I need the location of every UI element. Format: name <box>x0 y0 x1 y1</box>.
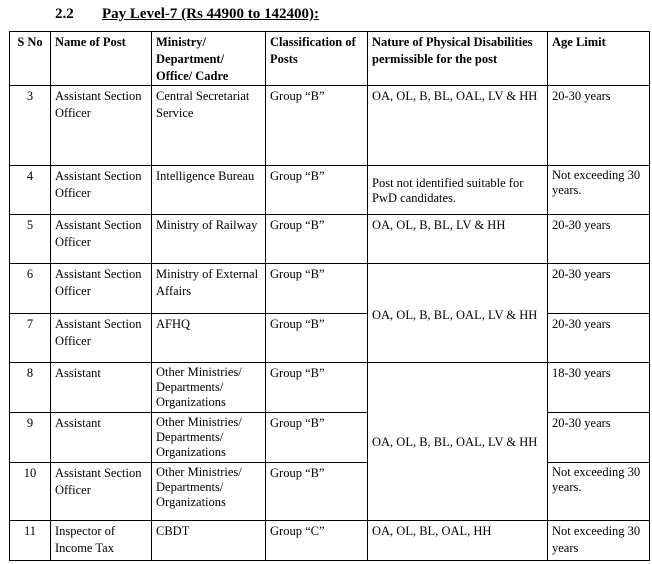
cell-ministry: Other Ministries/ Departments/ Organizations <box>152 463 266 521</box>
cell-sno: 7 <box>10 314 51 363</box>
cell-post: Assistant <box>51 363 152 413</box>
cell-sno: 9 <box>10 413 51 463</box>
cell-post: Assistant Section Officer <box>51 314 152 363</box>
cell-age: 20-30 years <box>548 86 650 166</box>
cell-age: 20-30 years <box>548 264 650 314</box>
table-row <box>10 413 650 463</box>
cell-classification: Group “B” <box>266 463 368 521</box>
table-row <box>10 463 650 521</box>
posts-table <box>9 31 650 561</box>
cell-post: Assistant Section Officer <box>51 86 152 166</box>
cell-classification: Group “B” <box>266 314 368 363</box>
cell-classification: Group “B” <box>266 215 368 264</box>
cell-nature: OA, OL, B, BL, OAL, LV & HH <box>368 86 548 166</box>
cell-sno: 5 <box>10 215 51 264</box>
cell-sno: 11 <box>10 521 51 561</box>
table-row <box>10 363 650 413</box>
header-ministry: Ministry/ Department/ Office/ Cadre <box>152 32 266 86</box>
cell-ministry: CBDT <box>152 521 266 561</box>
cell-nature: OA, OL, B, BL, LV & HH <box>368 215 548 264</box>
table-header-row <box>10 32 650 86</box>
cell-post: Assistant <box>51 413 152 463</box>
header-sno: S No <box>10 32 51 86</box>
cell-ministry: Central Secretariat Service <box>152 86 266 166</box>
cell-ministry: AFHQ <box>152 314 266 363</box>
cell-classification: Group “B” <box>266 166 368 215</box>
cell-classification: Group “C” <box>266 521 368 561</box>
table-row <box>10 314 650 363</box>
cell-post: Assistant Section Officer <box>51 264 152 314</box>
cell-nature: OA, OL, BL, OAL, HH <box>368 521 548 561</box>
cell-classification: Group “B” <box>266 363 368 413</box>
cell-sno: 10 <box>10 463 51 521</box>
header-post: Name of Post <box>51 32 152 86</box>
cell-classification: Group “B” <box>266 264 368 314</box>
cell-classification: Group “B” <box>266 413 368 463</box>
cell-age: Not exceeding 30 years. <box>548 166 650 215</box>
cell-age: Not exceeding 30 years. <box>548 463 650 521</box>
cell-post: Assistant Section Officer <box>51 166 152 215</box>
cell-post: Assistant Section Officer <box>51 463 152 521</box>
cell-nature-merged: OA, OL, B, BL, OAL, LV & HH <box>368 264 548 363</box>
cell-ministry: Ministry of External Affairs <box>152 264 266 314</box>
cell-age: 20-30 years <box>548 314 650 363</box>
cell-age: 20-30 years <box>548 413 650 463</box>
cell-age: 20-30 years <box>548 215 650 264</box>
cell-sno: 8 <box>10 363 51 413</box>
header-age: Age Limit <box>548 32 650 86</box>
cell-ministry: Intelligence Bureau <box>152 166 266 215</box>
table-row <box>10 166 650 215</box>
cell-classification: Group “B” <box>266 86 368 166</box>
cell-sno: 4 <box>10 166 51 215</box>
table-row <box>10 215 650 264</box>
cell-post: Assistant Section Officer <box>51 215 152 264</box>
cell-age: 18-30 years <box>548 363 650 413</box>
table-row <box>10 86 650 166</box>
table-row <box>10 521 650 561</box>
cell-ministry: Other Ministries/ Departments/ Organizations <box>152 413 266 463</box>
cell-age: Not exceeding 30 years <box>548 521 650 561</box>
cell-ministry: Other Ministries/ Departments/ Organizations <box>152 363 266 413</box>
section-heading <box>55 6 319 23</box>
cell-nature-merged: OA, OL, B, BL, OAL, LV & HH <box>368 363 548 521</box>
cell-nature: Post not identified suitable for PwD candidates. <box>368 166 548 215</box>
cell-sno: 3 <box>10 86 51 166</box>
cell-ministry: Ministry of Railway <box>152 215 266 264</box>
section-number: 2.2 <box>55 6 74 22</box>
section-title: Pay Level-7 (Rs 44900 to 142400): <box>102 6 320 22</box>
table-row <box>10 264 650 314</box>
cell-post: Inspector of Income Tax <box>51 521 152 561</box>
header-classification: Classification of Posts <box>266 32 368 86</box>
header-nature: Nature of Physical Disabilities permissible for the post <box>368 32 548 86</box>
cell-sno: 6 <box>10 264 51 314</box>
